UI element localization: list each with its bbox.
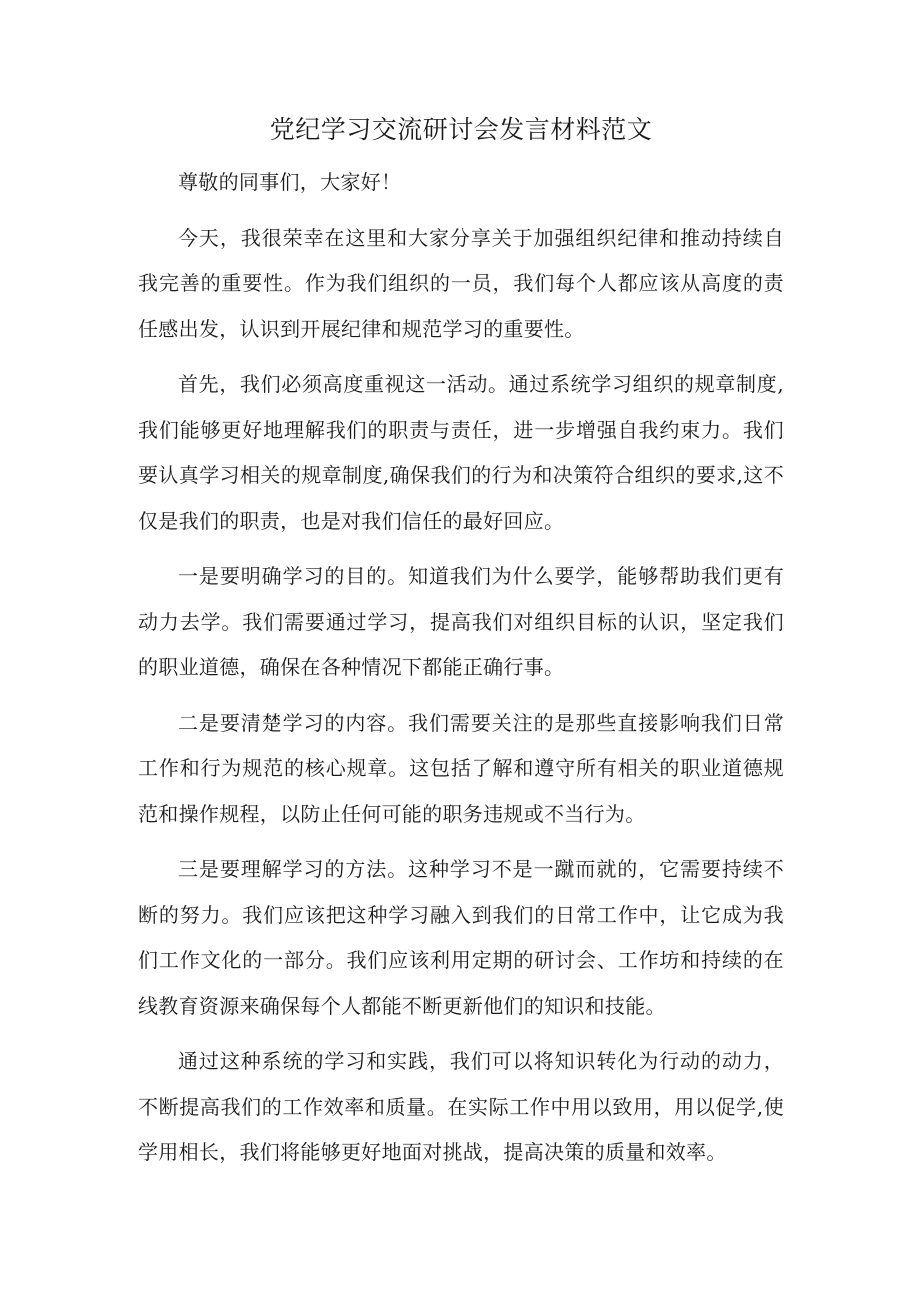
document-title: 党纪学习交流研讨会发言材料范文	[269, 115, 653, 144]
paragraph-intro: 今天，我很荣幸在这里和大家分享关于加强组织纪律和推动持续自我完善的重要性。作为我们组织的一员，我们每个人都应该从高度的责任感出发，认识到开展纪律和规范学习的重要性。	[138, 225, 784, 341]
paragraph-method: 三是要理解学习的方法。这种学习不是一蹴而就的，它需要持续不断的努力。我们应该把这种学习融入到我们的日常工作中，让它成为我们工作文化的一部分。我们应该利用定期的研讨会、工作坊和持续的在线教育资源来确保每个人都能不断更新他们的知识和技能。	[138, 857, 784, 1018]
document-body	[138, 108, 784, 1186]
paragraph-purpose: 一是要明确学习的目的。知道我们为什么要学，能够帮助我们更有动力去学。我们需要通过学习，提高我们对组织目标的认识，坚定我们的职业道德，确保在各种情况下都能正确行事。	[138, 564, 784, 679]
paragraph-first: 首先，我们必须高度重视这一活动。通过系统学习组织的规章制度,我们能够更好地理解我们的职责与责任，进一步增强自我约束力。我们要认真学习相关的规章制度,确保我们的行为和决策符合组织的要求,这不仅是我们的职责，也是对我们信任的最好回应。	[138, 372, 784, 533]
paragraph-content: 二是要清楚学习的内容。我们需要关注的是那些直接影响我们日常工作和行为规范的核心规章。这包括了解和遵守所有相关的职业道德规范和操作规程，以防止任何可能的职务违规或不当行为。	[138, 710, 784, 826]
paragraph-conclusion: 通过这种系统的学习和实践，我们可以将知识转化为行动的动力，不断提高我们的工作效率和质量。在实际工作中用以致用，用以促学,使学用相长，我们将能够更好地面对挑战，提高决策的质量和效率。	[138, 1049, 784, 1164]
paragraph-greeting: 尊敬的同事们，大家好！	[178, 170, 402, 194]
